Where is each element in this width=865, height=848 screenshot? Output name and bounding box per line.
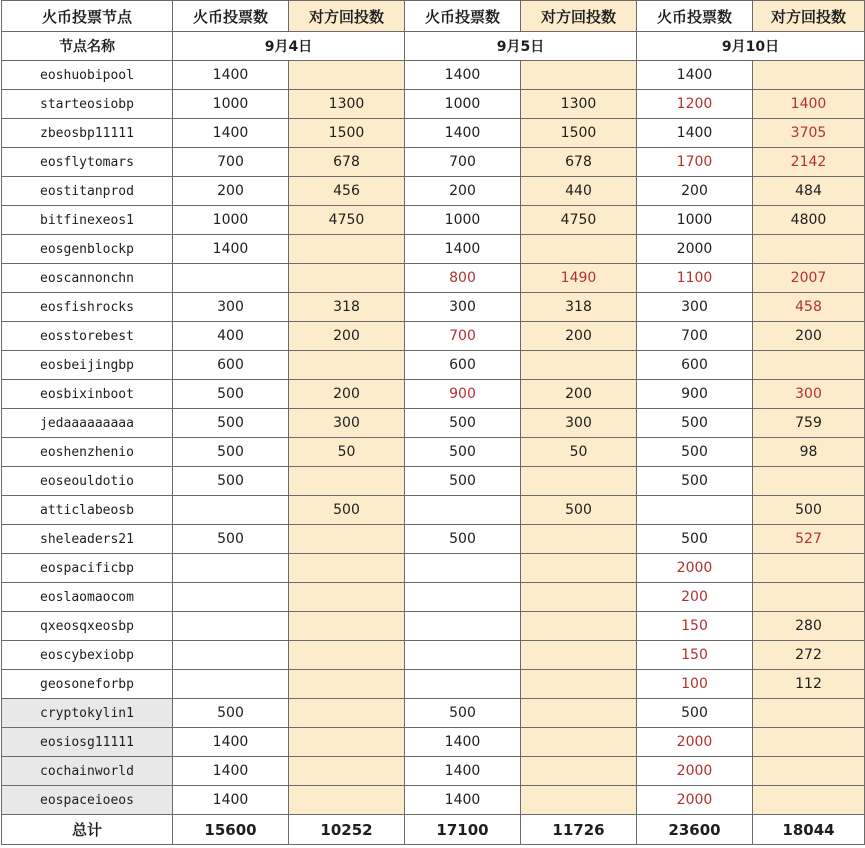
header-counter-votes-2: 对方回投数 — [521, 1, 637, 32]
total-row — [2, 815, 865, 845]
huobi-votes-cell: 500 — [173, 699, 289, 728]
counter-votes-cell: 112 — [753, 670, 865, 699]
node-name-cell: qxeosqxeosbp — [2, 612, 173, 641]
table-row — [2, 322, 865, 351]
table-row — [2, 699, 865, 728]
node-name-cell: eoslaomaocom — [2, 583, 173, 612]
header-row — [2, 1, 865, 32]
table-row — [2, 786, 865, 815]
date-header-3: 9月10日 — [637, 32, 865, 61]
table-row — [2, 264, 865, 293]
huobi-votes-cell: 900 — [405, 380, 521, 409]
node-name-cell: eosflytomars — [2, 148, 173, 177]
node-name-cell: jedaaaaaaaaa — [2, 409, 173, 438]
huobi-votes-cell: 600 — [405, 351, 521, 380]
header-huobi-votes-2: 火币投票数 — [405, 1, 521, 32]
huobi-votes-cell: 500 — [405, 467, 521, 496]
huobi-votes-cell: 500 — [405, 409, 521, 438]
huobi-votes-cell: 500 — [405, 699, 521, 728]
huobi-votes-cell: 500 — [173, 409, 289, 438]
huobi-votes-cell: 1400 — [173, 61, 289, 90]
huobi-votes-cell: 500 — [173, 380, 289, 409]
huobi-votes-cell — [173, 496, 289, 525]
huobi-votes-cell — [405, 496, 521, 525]
table-row — [2, 177, 865, 206]
counter-votes-cell — [289, 612, 405, 641]
huobi-votes-cell: 1400 — [173, 786, 289, 815]
huobi-votes-cell: 200 — [637, 583, 753, 612]
huobi-votes-cell: 700 — [173, 148, 289, 177]
table-row — [2, 496, 865, 525]
huobi-votes-cell: 150 — [637, 612, 753, 641]
table-row — [2, 438, 865, 467]
huobi-votes-cell: 800 — [405, 264, 521, 293]
huobi-votes-cell: 100 — [637, 670, 753, 699]
counter-votes-cell — [521, 670, 637, 699]
counter-votes-cell — [521, 699, 637, 728]
counter-votes-cell — [521, 525, 637, 554]
date-header-1: 9月4日 — [173, 32, 405, 61]
counter-votes-cell: 4800 — [753, 206, 865, 235]
counter-votes-cell: 200 — [753, 322, 865, 351]
table-row — [2, 757, 865, 786]
huobi-votes-cell: 500 — [405, 525, 521, 554]
huobi-votes-cell — [173, 264, 289, 293]
huobi-votes-cell — [173, 612, 289, 641]
counter-votes-cell: 98 — [753, 438, 865, 467]
huobi-votes-cell: 400 — [173, 322, 289, 351]
huobi-votes-cell: 1400 — [405, 119, 521, 148]
counter-votes-cell — [753, 699, 865, 728]
huobi-votes-cell: 1000 — [405, 206, 521, 235]
counter-votes-cell — [289, 583, 405, 612]
total-value: 11726 — [521, 815, 637, 845]
huobi-votes-cell: 1100 — [637, 264, 753, 293]
counter-votes-cell — [753, 757, 865, 786]
table-row — [2, 206, 865, 235]
counter-votes-cell — [521, 757, 637, 786]
huobi-votes-cell: 500 — [637, 438, 753, 467]
subheader-row — [2, 32, 865, 61]
counter-votes-cell — [521, 467, 637, 496]
huobi-votes-cell: 1400 — [637, 119, 753, 148]
header-node-col: 火币投票节点 — [2, 1, 173, 32]
huobi-votes-cell: 300 — [637, 293, 753, 322]
table-row — [2, 467, 865, 496]
counter-votes-cell — [521, 235, 637, 264]
huobi-votes-cell: 1400 — [405, 235, 521, 264]
huobi-votes-cell: 1000 — [405, 90, 521, 119]
huobi-votes-cell: 200 — [173, 177, 289, 206]
counter-votes-cell: 300 — [521, 409, 637, 438]
table-row — [2, 525, 865, 554]
node-name-cell: bitfinexeos1 — [2, 206, 173, 235]
table-row — [2, 293, 865, 322]
huobi-votes-cell: 1400 — [405, 61, 521, 90]
node-name-cell: eoseouldotio — [2, 467, 173, 496]
counter-votes-cell — [521, 61, 637, 90]
node-name-cell: geosoneforbp — [2, 670, 173, 699]
huobi-votes-cell: 1000 — [173, 206, 289, 235]
counter-votes-cell — [521, 786, 637, 815]
node-name-cell: eospaceioeos — [2, 786, 173, 815]
counter-votes-cell — [289, 554, 405, 583]
node-name-cell: eosiosg11111 — [2, 728, 173, 757]
counter-votes-cell: 200 — [521, 380, 637, 409]
huobi-votes-cell — [405, 612, 521, 641]
counter-votes-cell — [521, 583, 637, 612]
counter-votes-cell: 1500 — [289, 119, 405, 148]
counter-votes-cell — [521, 612, 637, 641]
huobi-votes-cell: 2000 — [637, 757, 753, 786]
node-name-cell: eostitanprod — [2, 177, 173, 206]
counter-votes-cell: 50 — [521, 438, 637, 467]
node-name-cell: sheleaders21 — [2, 525, 173, 554]
table-row — [2, 641, 865, 670]
huobi-votes-cell: 1400 — [173, 235, 289, 264]
huobi-votes-cell: 500 — [173, 467, 289, 496]
huobi-votes-cell: 500 — [173, 438, 289, 467]
counter-votes-cell: 500 — [289, 496, 405, 525]
table-row — [2, 728, 865, 757]
counter-votes-cell: 2142 — [753, 148, 865, 177]
node-name-cell: eosbixinboot — [2, 380, 173, 409]
huobi-votes-cell — [173, 583, 289, 612]
counter-votes-cell: 272 — [753, 641, 865, 670]
header-huobi-votes-1: 火币投票数 — [173, 1, 289, 32]
counter-votes-cell — [753, 235, 865, 264]
counter-votes-cell: 200 — [521, 322, 637, 351]
huobi-votes-cell: 1700 — [637, 148, 753, 177]
node-name-cell: zbeosbp11111 — [2, 119, 173, 148]
header-counter-votes-3: 对方回投数 — [753, 1, 865, 32]
huobi-votes-cell: 500 — [637, 699, 753, 728]
counter-votes-cell — [289, 699, 405, 728]
huobi-votes-cell: 500 — [637, 467, 753, 496]
header-huobi-votes-3: 火币投票数 — [637, 1, 753, 32]
node-name-cell: cochainworld — [2, 757, 173, 786]
huobi-votes-cell: 300 — [405, 293, 521, 322]
node-name-cell: eoscannonchn — [2, 264, 173, 293]
huobi-votes-cell: 600 — [637, 351, 753, 380]
node-name-cell: cryptokylin1 — [2, 699, 173, 728]
huobi-votes-cell — [405, 641, 521, 670]
counter-votes-cell — [753, 554, 865, 583]
counter-votes-cell: 1300 — [289, 90, 405, 119]
node-name-cell: eosstorebest — [2, 322, 173, 351]
counter-votes-cell — [753, 786, 865, 815]
counter-votes-cell — [289, 264, 405, 293]
counter-votes-cell — [289, 525, 405, 554]
huobi-votes-cell: 1400 — [405, 757, 521, 786]
huobi-votes-cell: 1000 — [173, 90, 289, 119]
counter-votes-cell — [289, 467, 405, 496]
node-name-cell: eoscybexiobp — [2, 641, 173, 670]
huobi-votes-cell: 2000 — [637, 786, 753, 815]
huobi-votes-cell: 1400 — [173, 757, 289, 786]
counter-votes-cell — [289, 670, 405, 699]
counter-votes-cell: 1300 — [521, 90, 637, 119]
counter-votes-cell — [753, 583, 865, 612]
counter-votes-cell — [289, 757, 405, 786]
huobi-votes-cell — [173, 670, 289, 699]
counter-votes-cell: 300 — [753, 380, 865, 409]
counter-votes-cell: 458 — [753, 293, 865, 322]
total-value: 10252 — [289, 815, 405, 845]
huobi-votes-cell: 1400 — [405, 728, 521, 757]
counter-votes-cell: 759 — [753, 409, 865, 438]
total-value: 17100 — [405, 815, 521, 845]
counter-votes-cell — [753, 728, 865, 757]
huobi-votes-cell: 150 — [637, 641, 753, 670]
counter-votes-cell: 318 — [521, 293, 637, 322]
huobi-votes-cell — [405, 670, 521, 699]
total-value: 18044 — [753, 815, 865, 845]
node-name-cell: eosbeijingbp — [2, 351, 173, 380]
counter-votes-cell: 456 — [289, 177, 405, 206]
table-row — [2, 409, 865, 438]
counter-votes-cell: 500 — [753, 496, 865, 525]
huobi-votes-cell: 500 — [637, 525, 753, 554]
huobi-votes-cell: 2000 — [637, 554, 753, 583]
huobi-votes-cell — [405, 554, 521, 583]
counter-votes-cell: 200 — [289, 380, 405, 409]
counter-votes-cell — [289, 61, 405, 90]
huobi-votes-cell: 1400 — [173, 119, 289, 148]
total-label: 总计 — [2, 815, 173, 845]
counter-votes-cell: 200 — [289, 322, 405, 351]
huobi-votes-cell: 300 — [173, 293, 289, 322]
counter-votes-cell — [753, 467, 865, 496]
counter-votes-cell: 318 — [289, 293, 405, 322]
node-name-cell: starteosiobp — [2, 90, 173, 119]
counter-votes-cell — [289, 235, 405, 264]
node-name-cell: eospacificbp — [2, 554, 173, 583]
counter-votes-cell: 280 — [753, 612, 865, 641]
huobi-votes-cell: 700 — [405, 322, 521, 351]
counter-votes-cell: 440 — [521, 177, 637, 206]
counter-votes-cell: 300 — [289, 409, 405, 438]
counter-votes-cell: 678 — [289, 148, 405, 177]
counter-votes-cell: 678 — [521, 148, 637, 177]
huobi-votes-cell: 1200 — [637, 90, 753, 119]
huobi-votes-cell: 600 — [173, 351, 289, 380]
huobi-votes-cell: 1400 — [405, 786, 521, 815]
counter-votes-cell — [521, 728, 637, 757]
table-row — [2, 583, 865, 612]
node-name-label: 节点名称 — [2, 32, 173, 61]
huobi-votes-cell: 700 — [637, 322, 753, 351]
counter-votes-cell: 4750 — [289, 206, 405, 235]
counter-votes-cell: 4750 — [521, 206, 637, 235]
table-row — [2, 351, 865, 380]
counter-votes-cell — [521, 351, 637, 380]
node-name-cell: eoshuobipool — [2, 61, 173, 90]
counter-votes-cell — [289, 641, 405, 670]
table-row — [2, 235, 865, 264]
huobi-votes-cell — [173, 554, 289, 583]
counter-votes-cell: 527 — [753, 525, 865, 554]
huobi-votes-cell — [173, 641, 289, 670]
counter-votes-cell — [289, 351, 405, 380]
node-name-cell: eosfishrocks — [2, 293, 173, 322]
table-row — [2, 380, 865, 409]
counter-votes-cell — [753, 61, 865, 90]
huobi-votes-cell: 500 — [637, 409, 753, 438]
table-row — [2, 670, 865, 699]
header-counter-votes-1: 对方回投数 — [289, 1, 405, 32]
huobi-votes-cell: 200 — [637, 177, 753, 206]
table-row — [2, 554, 865, 583]
huobi-votes-cell: 2000 — [637, 235, 753, 264]
counter-votes-cell: 3705 — [753, 119, 865, 148]
table-row — [2, 61, 865, 90]
counter-votes-cell: 1400 — [753, 90, 865, 119]
table-row — [2, 612, 865, 641]
huobi-votes-cell: 2000 — [637, 728, 753, 757]
counter-votes-cell — [289, 728, 405, 757]
counter-votes-cell: 1500 — [521, 119, 637, 148]
total-value: 15600 — [173, 815, 289, 845]
counter-votes-cell — [753, 351, 865, 380]
huobi-votes-cell: 1400 — [637, 61, 753, 90]
counter-votes-cell — [521, 554, 637, 583]
huobi-votes-cell: 1000 — [637, 206, 753, 235]
counter-votes-cell: 2007 — [753, 264, 865, 293]
counter-votes-cell: 1490 — [521, 264, 637, 293]
counter-votes-cell: 484 — [753, 177, 865, 206]
vote-table — [1, 0, 865, 845]
counter-votes-cell: 50 — [289, 438, 405, 467]
table-row — [2, 90, 865, 119]
huobi-votes-cell: 1400 — [173, 728, 289, 757]
date-header-2: 9月5日 — [405, 32, 637, 61]
counter-votes-cell — [289, 786, 405, 815]
huobi-votes-cell: 900 — [637, 380, 753, 409]
total-value: 23600 — [637, 815, 753, 845]
node-name-cell: atticlabeosb — [2, 496, 173, 525]
huobi-votes-cell — [637, 496, 753, 525]
huobi-votes-cell — [405, 583, 521, 612]
huobi-votes-cell: 700 — [405, 148, 521, 177]
huobi-votes-cell: 500 — [173, 525, 289, 554]
node-name-cell: eosgenblockp — [2, 235, 173, 264]
node-name-cell: eoshenzhenio — [2, 438, 173, 467]
counter-votes-cell — [521, 641, 637, 670]
huobi-votes-cell: 200 — [405, 177, 521, 206]
table-row — [2, 119, 865, 148]
huobi-votes-cell: 500 — [405, 438, 521, 467]
counter-votes-cell: 500 — [521, 496, 637, 525]
table-row — [2, 148, 865, 177]
